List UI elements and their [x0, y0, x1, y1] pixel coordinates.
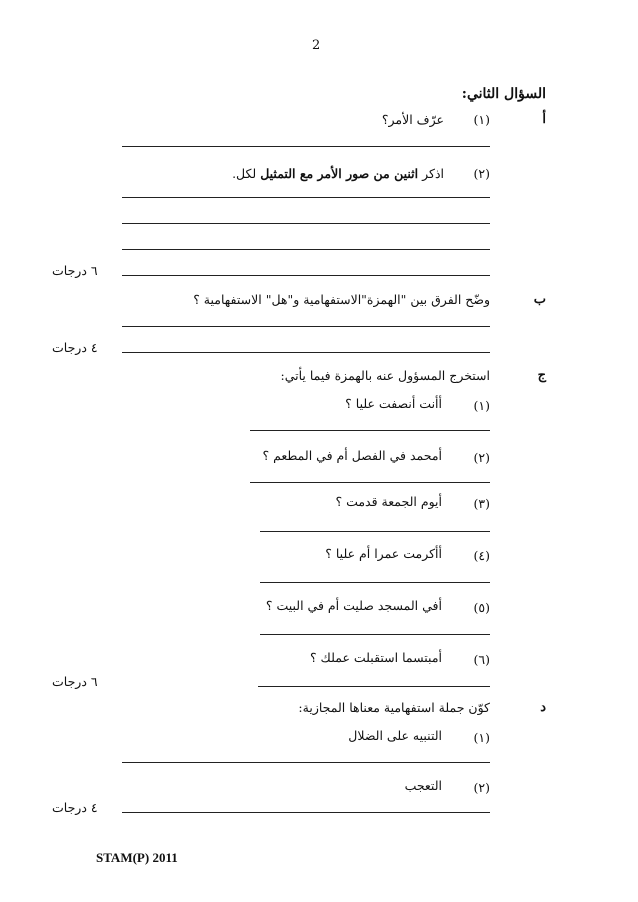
answer-line[interactable] [250, 430, 490, 431]
item-text [232, 166, 444, 182]
item-number: (٢) [473, 450, 490, 465]
answer-line[interactable] [122, 223, 490, 224]
item-number: (١) [473, 730, 490, 745]
item-number: (١) [473, 398, 490, 413]
answer-line[interactable] [258, 686, 490, 687]
section-text: وضّح الفرق بين "الهمزة"الاستفهامية و"هل" الاستفهامية ؟ [193, 292, 490, 307]
section-label-a: أ [542, 112, 546, 127]
answer-line[interactable] [122, 146, 490, 147]
item-text-pre: اذكر [418, 166, 444, 181]
answer-line[interactable] [122, 812, 490, 813]
item-text: أأكرمت عمرا أم عليا ؟ [325, 546, 442, 561]
answer-line[interactable] [250, 482, 490, 483]
item-text-post: لكل. [232, 166, 261, 181]
answer-line[interactable] [122, 197, 490, 198]
answer-line[interactable] [122, 352, 490, 353]
item-text: أمحمد في الفصل أم في المطعم ؟ [262, 448, 442, 463]
page-number: 2 [312, 38, 321, 53]
section-label-b: ب [533, 292, 546, 307]
answer-line[interactable] [122, 275, 490, 276]
section-intro: استخرج المسؤول عنه بالهمزة فيما يأتي: [280, 368, 490, 383]
item-text: أأنت أنصفت عليا ؟ [345, 396, 442, 411]
answer-line[interactable] [122, 249, 490, 250]
item-text: التنبيه على الضلال [348, 728, 442, 743]
item-text: التعجب [404, 778, 442, 793]
item-text: أفي المسجد صليت أم في البيت ؟ [265, 598, 442, 613]
item-text-bold: اثنين من صور الأمر مع التمثيل [260, 166, 419, 181]
item-number: (٥) [473, 600, 490, 615]
item-text: عرّف الأمر؟ [381, 112, 444, 127]
footer-code: STAM(P) 2011 [96, 850, 178, 865]
question-title: السؤال الثاني: [461, 86, 546, 102]
section-intro: كوّن جملة استفهامية معناها المجازية: [298, 700, 490, 715]
marks-label: ٦ درجات [52, 263, 98, 278]
item-number: (٢) [473, 780, 490, 795]
answer-line[interactable] [260, 634, 490, 635]
answer-line[interactable] [122, 326, 490, 327]
item-text: أمبتسما استقبلت عملك ؟ [309, 650, 442, 665]
item-number: (١) [473, 112, 490, 127]
item-number: (٣) [473, 496, 490, 511]
answer-line[interactable] [122, 762, 490, 763]
answer-line[interactable] [260, 531, 490, 532]
marks-label: ٤ درجات [52, 800, 98, 815]
answer-line[interactable] [260, 582, 490, 583]
item-number: (٢) [473, 166, 490, 181]
item-number: (٤) [473, 548, 490, 563]
marks-label: ٦ درجات [52, 674, 98, 689]
item-text: أيوم الجمعة قدمت ؟ [335, 494, 442, 509]
marks-label: ٤ درجات [52, 340, 98, 355]
section-label-c: ج [537, 368, 546, 383]
item-number: (٦) [473, 652, 490, 667]
section-label-d: د [540, 700, 546, 715]
